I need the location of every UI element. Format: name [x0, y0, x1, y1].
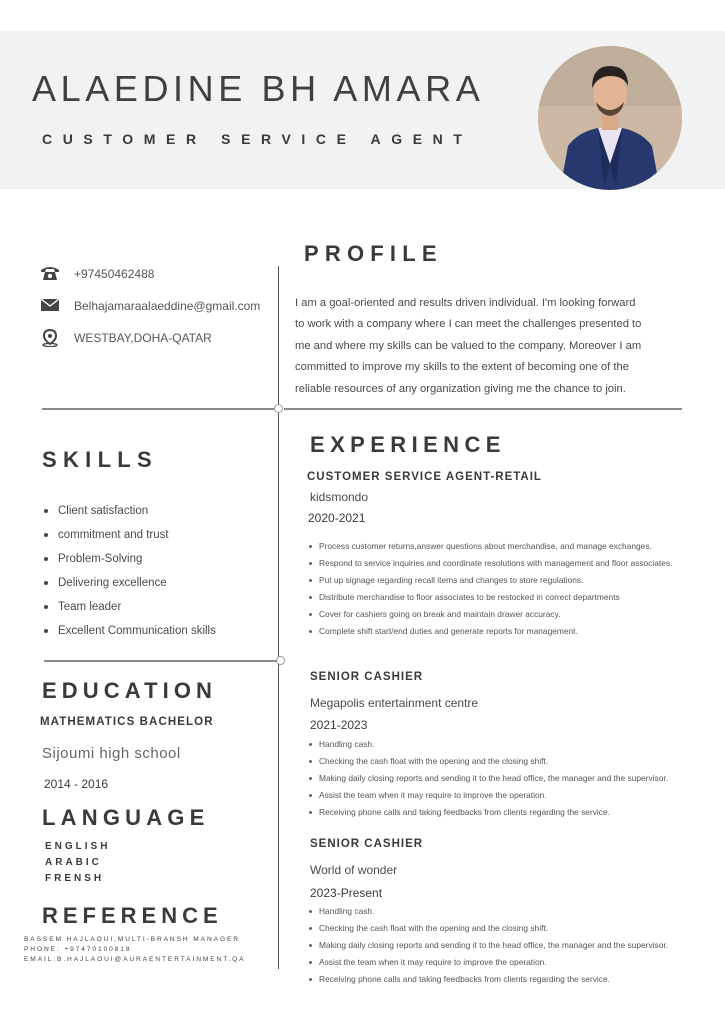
duty-item: Complete shift start/end duties and generate reports for management. [307, 623, 672, 640]
education-school: Sijoumi high school [42, 745, 181, 762]
skill-item: commitment and trust [42, 525, 216, 549]
divider-left-middle [44, 660, 280, 662]
duty-item: Put up signage regarding recall items and changes to store regulations. [307, 572, 672, 589]
skill-item: Delivering excellence [42, 573, 216, 597]
skills-heading: SKILLS [42, 447, 159, 472]
job-title: CUSTOMER SERVICE AGENT-RETAIL [307, 471, 542, 483]
reference-details [24, 935, 245, 965]
divider-node [276, 656, 285, 665]
job-years: 2021-2023 [310, 718, 368, 732]
profile-line: committed to improve my skills to the extent of becoming one of the [295, 361, 629, 374]
duty-item: Assist the team when it may require to improve the operation. [307, 954, 668, 971]
skill-item: Excellent Communication skills [42, 621, 216, 645]
job-duties [307, 538, 672, 640]
candidate-name: ALAEDINE BH AMARA [32, 68, 485, 109]
divider-right-top [284, 408, 682, 410]
profile-line: me and where my skills can be valued to the company. Moreover I am [295, 339, 642, 352]
job-title: SENIOR CASHIER [310, 671, 424, 683]
skill-item: Problem-Solving [42, 549, 216, 573]
job-duties [307, 736, 668, 821]
education-heading: EDUCATION [42, 678, 218, 703]
profile-line: I am a goal-oriented and results driven individual. I'm looking forward [295, 297, 636, 309]
language-item: ARABIC [45, 857, 102, 868]
duty-item: Receiving phone calls and taking feedbacks from clients regarding the service. [307, 804, 668, 821]
education-degree: MATHEMATICS BACHELOR [40, 716, 214, 728]
skill-item: Client satisfaction [42, 501, 216, 525]
language-item: ENGLISH [45, 841, 111, 852]
job-title: SENIOR CASHIER [310, 838, 424, 850]
contact-location-row [40, 328, 212, 348]
duty-item: Assist the team when it may require to improve the operation. [307, 787, 668, 804]
candidate-role: CUSTOMER SERVICE AGENT [42, 131, 473, 147]
contact-email[interactable]: Belhajamaraalaeddine@gmail.com [74, 299, 261, 313]
job-years: 2023-Present [310, 886, 383, 900]
reference-email: EMAIL:B.HAJLAOUI@AURAENTERTAINMENT.QA [24, 956, 246, 963]
duty-item: Handling cash. [307, 903, 668, 920]
profile-heading: PROFILE [304, 241, 443, 266]
duty-item: Respond to service inquiries and coordinate resolutions with management and floor associates. [307, 555, 672, 572]
language-item: FRENSH [45, 873, 105, 884]
reference-phone: PHONE: +97470100818 [24, 946, 132, 953]
envelope-icon [40, 297, 62, 315]
duty-item: Making daily closing reports and sending it to the head office, the manager and the supervisor. [307, 770, 668, 787]
language-list [45, 839, 110, 887]
language-heading: LANGUAGE [42, 805, 210, 830]
phone-icon [40, 265, 62, 283]
reference-name: BASSEM HAJLAOUI,MULTI-BRANSH MANAGER [24, 936, 240, 943]
profile-summary [295, 293, 687, 400]
duty-item: Handling cash. [307, 736, 668, 753]
duty-item: Checking the cash float with the opening and the closing shift. [307, 920, 668, 937]
portrait-illustration [538, 46, 682, 190]
contact-phone[interactable]: +97450462488 [74, 267, 155, 281]
profile-line: reliable resources of any organization giving me the chance to join. [295, 382, 626, 395]
vertical-divider [278, 266, 279, 969]
job-company: Megapolis entertainment centre [310, 696, 479, 710]
education-years: 2014 - 2016 [44, 777, 109, 791]
job-company: World of wonder [310, 863, 398, 877]
contact-phone-row [40, 264, 155, 284]
divider-left-top [42, 408, 280, 410]
duty-item: Cover for cashiers going on break and maintain drawer accuracy. [307, 606, 672, 623]
contact-email-row [40, 296, 261, 316]
experience-heading: EXPERIENCE [310, 432, 506, 457]
profile-line: to work with a company where I can meet the challenges presented to [295, 318, 642, 331]
duty-item: Making daily closing reports and sending it to the head office, the manager and the supervisor. [307, 937, 668, 954]
reference-heading: REFERENCE [42, 903, 223, 928]
job-company: kidsmondo [310, 490, 369, 504]
profile-photo [538, 46, 682, 190]
divider-node [274, 404, 283, 413]
job-years: 2020-2021 [308, 511, 366, 525]
duty-item: Receiving phone calls and taking feedbacks from clients regarding the service. [307, 971, 668, 988]
contact-location: WESTBAY,DOHA-QATAR [74, 331, 212, 345]
skills-list [42, 501, 216, 645]
skill-item: Team leader [42, 597, 216, 621]
location-pin-icon [40, 329, 62, 347]
job-duties [307, 903, 668, 988]
duty-item: Process customer returns,answer questions about merchandise, and manage exchanges. [307, 538, 672, 555]
duty-item: Checking the cash float with the opening and the closing shift. [307, 753, 668, 770]
duty-item: Distribute merchandise to floor associates to be restocked in correct departments [307, 589, 672, 606]
